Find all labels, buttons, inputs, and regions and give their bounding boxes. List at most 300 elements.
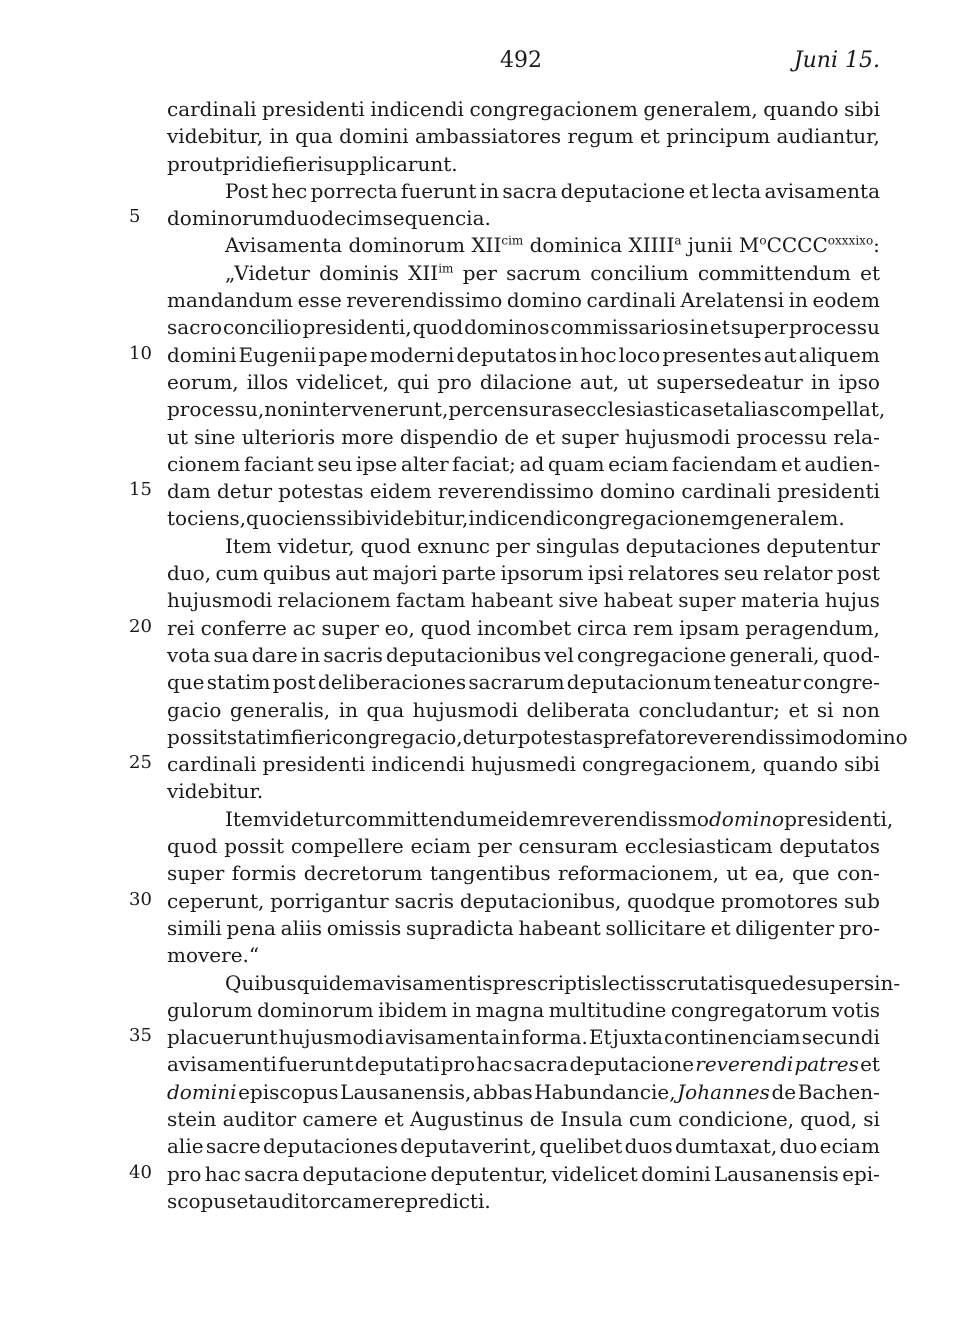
word: detur xyxy=(216,479,273,504)
word: super xyxy=(730,315,789,340)
word: aliis xyxy=(280,915,323,940)
word: Lausanensis xyxy=(713,1161,839,1186)
word: eciam xyxy=(410,834,471,859)
word: hac xyxy=(204,1161,241,1186)
word: censuras xyxy=(482,397,574,422)
word: seu xyxy=(317,451,353,476)
word: mandandum xyxy=(167,288,294,313)
word: generalem. xyxy=(730,506,845,531)
text-line xyxy=(167,534,880,561)
word: hujusmodi xyxy=(167,588,273,613)
word: compellat, xyxy=(779,397,886,422)
word: ceperunt, xyxy=(167,888,265,913)
word: ea, xyxy=(754,861,785,886)
word: ipsi xyxy=(587,561,624,586)
word: faciant xyxy=(243,451,314,476)
word: ecclesiasticam xyxy=(624,834,773,859)
word: quibus xyxy=(262,561,331,586)
text-line xyxy=(167,315,880,342)
word: commissarios xyxy=(550,315,689,340)
word: ambassiatores xyxy=(414,124,562,149)
word: Eugenii xyxy=(238,342,317,367)
word: deputentur xyxy=(766,533,880,558)
word: et xyxy=(236,1188,257,1213)
word: indicendi xyxy=(371,752,465,777)
word: sacris xyxy=(323,642,383,667)
word: continenciam xyxy=(664,1025,801,1050)
word: ut xyxy=(627,369,649,394)
word: conferre xyxy=(200,615,287,640)
text-line xyxy=(167,1052,880,1079)
word: Et xyxy=(588,1025,612,1050)
word: videbitur. xyxy=(167,779,264,804)
word: multitudine xyxy=(548,997,667,1022)
word: dominis xyxy=(319,260,399,285)
word: in xyxy=(788,288,808,313)
word: domino xyxy=(506,288,582,313)
word: vel xyxy=(544,642,574,667)
word: congregacionem xyxy=(469,97,638,121)
word: presentes xyxy=(662,342,762,367)
word: juxta xyxy=(612,1025,663,1050)
word: in xyxy=(559,342,579,367)
word: videlicet, xyxy=(296,369,389,394)
word: secundi xyxy=(801,1025,880,1050)
word: avisamentis xyxy=(372,970,493,995)
word: committendum xyxy=(344,806,498,831)
word: hujusmodi xyxy=(624,424,731,449)
word: videlicet xyxy=(551,1161,638,1186)
word: seu xyxy=(723,561,759,586)
word: prefato xyxy=(602,724,677,749)
word: exnunc xyxy=(416,533,490,558)
word: et xyxy=(710,915,731,940)
word: et xyxy=(688,178,709,203)
word: votis xyxy=(831,997,880,1022)
word: lectis xyxy=(601,970,656,995)
word: avisamenta xyxy=(384,1025,501,1050)
word: sibi xyxy=(844,752,880,777)
word: quod xyxy=(167,834,218,859)
text-line xyxy=(167,179,880,206)
word: „Videtur xyxy=(225,260,310,285)
text-line xyxy=(167,806,894,834)
word: camere xyxy=(329,1188,406,1213)
word: deputatos xyxy=(456,342,558,367)
word: et xyxy=(535,424,556,449)
word: sacro xyxy=(167,315,222,340)
word: hujusmodi xyxy=(278,1025,384,1050)
word: formis xyxy=(231,861,297,886)
word: statim xyxy=(226,724,291,749)
text-line xyxy=(167,970,901,998)
word: placuerunt xyxy=(167,1025,278,1050)
word: in xyxy=(451,997,472,1022)
word: gulorum xyxy=(167,997,253,1022)
word: congregatorum xyxy=(670,997,828,1022)
word: videtur xyxy=(271,806,345,831)
word: forma. xyxy=(521,1025,588,1050)
word: quando xyxy=(762,752,839,777)
word: camere xyxy=(302,1106,378,1131)
word: rei xyxy=(167,615,195,640)
word: post xyxy=(836,561,880,586)
word: duo xyxy=(779,1134,818,1159)
word: $XII^{im}$ xyxy=(408,260,454,285)
word: concilium xyxy=(590,260,689,285)
word: in xyxy=(269,124,289,149)
word: in xyxy=(810,369,831,394)
word: reverendissimo xyxy=(346,288,503,313)
word: parte xyxy=(441,561,497,586)
word: congregacio, xyxy=(331,724,463,749)
word: presidenti, xyxy=(302,315,412,340)
word: non xyxy=(842,697,880,722)
word: auditor xyxy=(256,1188,330,1213)
word: rem xyxy=(632,615,674,640)
word: tociens, xyxy=(167,506,247,531)
word: et xyxy=(712,397,733,422)
word: pena xyxy=(226,915,276,940)
word: si xyxy=(863,1106,880,1131)
word: fieri xyxy=(282,151,324,176)
text-line xyxy=(129,479,880,506)
page-number: 492 xyxy=(500,48,542,73)
text-line xyxy=(167,397,886,424)
word: deputacionibus, xyxy=(459,888,622,913)
word: vota xyxy=(167,642,211,667)
word: Item xyxy=(225,806,272,831)
word: peragendum, xyxy=(745,615,880,640)
word: pro xyxy=(167,1161,202,1186)
text-line xyxy=(167,1107,880,1134)
word: sibi xyxy=(844,97,880,121)
word: fuerunt xyxy=(400,178,477,203)
text-line xyxy=(167,670,880,697)
text-line xyxy=(167,643,880,670)
text-line xyxy=(167,261,880,288)
word: audiantur, xyxy=(776,124,880,149)
word: aut, xyxy=(579,369,620,394)
word: sollicitare xyxy=(605,915,706,940)
word: supplicarunt. xyxy=(323,151,458,176)
word: concludantur; xyxy=(638,697,780,722)
word: et xyxy=(383,1106,404,1131)
word: tangentibus xyxy=(429,861,551,886)
word: hujus xyxy=(824,588,880,613)
word: potestas xyxy=(517,724,603,749)
word: teneatur xyxy=(713,670,801,695)
word: episcopus xyxy=(238,1079,339,1104)
word: sacra xyxy=(513,1052,569,1077)
word: sive xyxy=(558,588,599,613)
word: deputaciones xyxy=(625,533,761,558)
line-number: 20 xyxy=(129,615,152,637)
word: deliberata xyxy=(526,697,631,722)
word: sibi xyxy=(336,506,373,531)
word: omissis xyxy=(326,915,402,940)
word: prescriptis xyxy=(492,970,602,995)
word: deputacione xyxy=(302,1161,428,1186)
word: more xyxy=(341,424,394,449)
word: deputaverint, xyxy=(400,1134,537,1159)
text-line xyxy=(167,506,880,533)
word: sub xyxy=(843,888,880,913)
word: audien- xyxy=(804,451,880,476)
word: eidem xyxy=(369,479,432,504)
word: diligenter xyxy=(735,915,835,940)
word: auditor xyxy=(222,1106,297,1131)
word: processu, xyxy=(167,397,265,422)
word: detur xyxy=(462,724,518,749)
word: ad xyxy=(519,451,545,476)
word: hec xyxy=(271,178,308,203)
word: $XII^{cim}$ xyxy=(471,233,524,258)
word: et xyxy=(860,260,880,285)
word: indicendi xyxy=(370,97,464,121)
word: cardinali xyxy=(681,479,771,504)
word: aut xyxy=(763,342,797,367)
word: Post xyxy=(225,178,268,203)
word: incombet xyxy=(476,615,572,640)
text-line xyxy=(167,97,880,124)
word: et xyxy=(860,1052,880,1077)
word: dominos xyxy=(464,315,550,340)
word: promotores xyxy=(721,888,839,913)
word: compellere xyxy=(290,834,404,859)
body-text xyxy=(129,97,908,1216)
word: lecta xyxy=(711,178,762,203)
text-line xyxy=(167,124,880,151)
word: relator xyxy=(763,561,833,586)
word: principum xyxy=(666,124,771,149)
word: de xyxy=(771,1079,797,1104)
word: esse xyxy=(297,288,342,313)
word: qua xyxy=(295,124,333,149)
word: gacio xyxy=(167,697,222,722)
word: epi- xyxy=(842,1161,880,1186)
word: sacra xyxy=(502,178,558,203)
word: Johannes xyxy=(677,1079,770,1104)
text-line xyxy=(167,561,880,588)
word: deputentur, xyxy=(430,1161,549,1186)
word: congregacionem xyxy=(561,506,731,531)
word: domini xyxy=(641,1161,711,1186)
word: generali, xyxy=(729,642,820,667)
word: dare xyxy=(251,642,298,667)
text-line xyxy=(167,779,880,806)
word: per xyxy=(448,397,483,422)
word: generalem, xyxy=(643,97,758,121)
word: dominica xyxy=(529,233,623,258)
word: congre- xyxy=(802,670,880,695)
word: Avisamenta xyxy=(225,233,343,258)
word: condicione, xyxy=(678,1106,795,1131)
word: avisamenti xyxy=(167,1052,277,1077)
word: per xyxy=(462,260,497,285)
word: videbitur, xyxy=(372,506,469,531)
word: quodque xyxy=(627,888,716,913)
word: pro xyxy=(437,369,472,394)
word: de xyxy=(504,424,529,449)
text-line xyxy=(167,588,880,615)
word: que xyxy=(167,670,205,695)
word: ipso xyxy=(838,369,880,394)
word: habeant xyxy=(470,588,554,613)
word: con- xyxy=(837,861,880,886)
word: reverendissmo xyxy=(559,806,709,831)
word: avisamenta xyxy=(764,178,880,203)
word: quociens xyxy=(246,506,337,531)
text-line xyxy=(167,998,880,1025)
word: in xyxy=(338,697,358,722)
word: ut xyxy=(726,861,748,886)
word: junii xyxy=(687,233,733,258)
word: in xyxy=(501,1025,521,1050)
word: quelibet xyxy=(539,1134,623,1159)
word: processu xyxy=(789,315,880,340)
text-line xyxy=(129,206,880,233)
word: supersedeatur xyxy=(656,369,803,394)
line-number: 10 xyxy=(129,342,152,364)
word: concilio xyxy=(222,315,302,340)
text-line xyxy=(129,888,880,916)
page-header xyxy=(0,48,960,78)
word: processu xyxy=(736,424,828,449)
word: sacris xyxy=(394,888,455,913)
word: singulas xyxy=(535,533,620,558)
word: videbitur, xyxy=(167,124,264,149)
word: possit xyxy=(167,724,227,749)
text-line xyxy=(167,288,880,315)
running-head: Juni 15. xyxy=(793,48,880,73)
word: sacra xyxy=(244,1161,300,1186)
line-number: 30 xyxy=(129,888,152,910)
word: materia xyxy=(740,588,820,613)
word: deputaciones xyxy=(263,1134,398,1159)
word: factam xyxy=(395,588,466,613)
word: illos xyxy=(246,369,289,394)
word: deputacione xyxy=(569,1052,695,1077)
text-line xyxy=(167,152,880,179)
word: presidenti xyxy=(262,752,366,777)
word: Insula xyxy=(560,1106,623,1131)
word: duodecim xyxy=(283,206,383,231)
word: deputacionibus xyxy=(386,642,542,667)
word: qui xyxy=(397,369,430,394)
word: faciendam xyxy=(672,451,778,476)
word: habeant xyxy=(518,915,601,940)
word: porrecta xyxy=(310,178,398,203)
word: ipsorum xyxy=(500,561,584,586)
word: ipse xyxy=(355,451,398,476)
word: rela- xyxy=(833,424,880,449)
word: in xyxy=(300,642,321,667)
word: deputacione xyxy=(560,178,686,203)
text-line xyxy=(167,233,880,260)
line-number: 40 xyxy=(129,1161,152,1183)
word: pro- xyxy=(838,915,880,940)
word: generalis, xyxy=(229,697,331,722)
word: ibidem xyxy=(378,997,448,1022)
word: scrutatisque xyxy=(655,970,782,995)
word: dumtaxat, xyxy=(674,1134,778,1159)
word: pape xyxy=(318,342,368,367)
word: qua xyxy=(366,697,405,722)
word: eciam xyxy=(608,451,669,476)
word: circa xyxy=(576,615,628,640)
word: et xyxy=(781,451,801,476)
word: eo, xyxy=(384,615,415,640)
word: sacrarum xyxy=(468,670,565,695)
word: fieri xyxy=(290,724,332,749)
word: Bachen- xyxy=(797,1079,880,1104)
word: potestas xyxy=(278,479,364,504)
word: congregacione xyxy=(576,642,727,667)
word: Arelatensi xyxy=(680,288,785,313)
word: cardinali xyxy=(167,752,257,777)
word: in xyxy=(479,178,500,203)
text-line xyxy=(129,342,880,370)
word: quam xyxy=(547,451,605,476)
text-line xyxy=(129,1025,880,1052)
text-line xyxy=(129,615,880,643)
word: quod, xyxy=(800,1106,858,1131)
word: cardinali xyxy=(167,97,257,121)
text-line xyxy=(167,370,880,397)
word: reverendi xyxy=(695,1052,794,1077)
word: de xyxy=(529,1106,555,1131)
word: hujusmodi xyxy=(412,697,518,722)
word: cionem xyxy=(167,451,241,476)
word: eidem xyxy=(497,806,560,831)
word: cum xyxy=(215,561,259,586)
word: censuram xyxy=(518,834,619,859)
word: magna xyxy=(475,997,545,1022)
word: statim xyxy=(206,670,271,695)
word: presidenti xyxy=(777,479,880,504)
word: fuerunt xyxy=(278,1052,354,1077)
text-line xyxy=(167,425,880,452)
word: abbas xyxy=(472,1079,533,1104)
word: congregacionem, xyxy=(582,752,757,777)
word: dominorum xyxy=(348,233,466,258)
word: Lausanensis, xyxy=(340,1079,472,1104)
word: relatores xyxy=(627,561,720,586)
word: desuper xyxy=(781,970,864,995)
word: eorum, xyxy=(167,369,239,394)
word: loco xyxy=(618,342,661,367)
word: committendum xyxy=(697,260,851,285)
word: hoc xyxy=(580,342,617,367)
word: domini xyxy=(167,1079,237,1104)
word: prout xyxy=(167,151,223,176)
word: que xyxy=(792,861,830,886)
word: deputatos xyxy=(779,834,880,859)
word: si xyxy=(816,697,834,722)
word: sin- xyxy=(863,970,901,995)
word: per xyxy=(495,533,530,558)
word: alter xyxy=(400,451,449,476)
word: scopus xyxy=(167,1188,237,1213)
text-line xyxy=(167,1080,880,1107)
line-number: 5 xyxy=(129,206,141,228)
word: pro xyxy=(440,1052,476,1077)
word: duos xyxy=(624,1134,673,1159)
word: alie xyxy=(167,1134,204,1159)
word: sacrum xyxy=(506,260,581,285)
word: habeat xyxy=(603,588,673,613)
